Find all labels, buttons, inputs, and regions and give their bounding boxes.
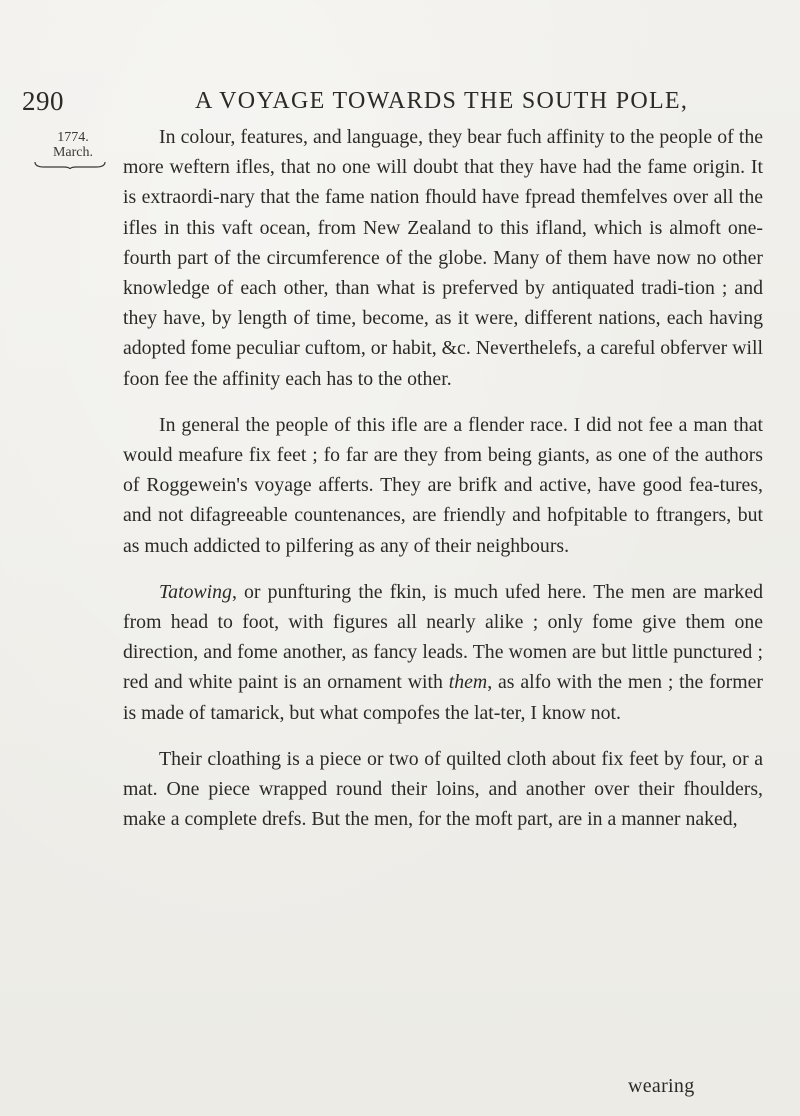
italic-term: Tatowing [159,580,232,603]
margin-brace-icon [34,161,106,169]
page-number: 290 [22,86,64,116]
catchword: wearing [628,1075,695,1097]
margin-month: March. [52,145,94,160]
body-text [123,122,763,834]
paragraph-text-continued: , as alfo with the men ; the former is made of tamarick, but what compofes the lat-ter, I know not. [123,671,763,724]
margin-year: 1774. [57,130,89,145]
paragraph [123,577,763,728]
paragraph [123,122,763,394]
paragraph [123,744,763,835]
paragraph-text: , or punfturing the fkin, is much ufed here. The men are marked from head to foot, with figures all nearly alike ; only fome give them one direction, and fome another, as fancy leads. The women are but little punctured ; red and white paint is an ornament with [123,580,763,694]
paragraph-text: In general the people of this ifle are a flender race. I did not fee a man that would meafure fix feet ; fo far are they from being giants, as one of the authors of Roggewein's voyage afferts. They are brifk and active, have good fea-tures, and not difagreeable countenances, are friendly and hofpitable to ftrangers, but as much addicted to pilfering as any of their neighbours. [123,413,763,557]
margin-date-note [34,130,112,160]
italic-word: them [448,671,488,694]
page-header [0,86,800,126]
paragraph-text: Their cloathing is a piece or two of quilted cloth about fix feet by four, or a mat. One piece wrapped round their loins, and another over their fhoulders, make a complete drefs. But the men, for the moft part, are in a manner naked, [123,747,763,831]
paragraph-text: In colour, features, and language, they bear fuch affinity to the people of the more weftern ifles, that no one will doubt that they have had the fame origin. It is extraordi-nary that the fame nation fhould have fpread themfelves over all the ifles in this vaft ocean, from New Zealand to this ifland, which is almoft one-fourth part of the circumference of the globe. Many of them have now no other knowledge of each other, than what is preferved by antiquated tradi-tion ; and they have, by length of time, become, as it were, different nations, each having adopted fome peculiar cuftom, or habit, &c. Neverthelefs, a careful obferver will foon fee the affinity each has to the other. [123,126,763,390]
running-title: A VOYAGE TOWARDS THE SOUTH POLE, [195,88,689,114]
paragraph [123,410,763,561]
